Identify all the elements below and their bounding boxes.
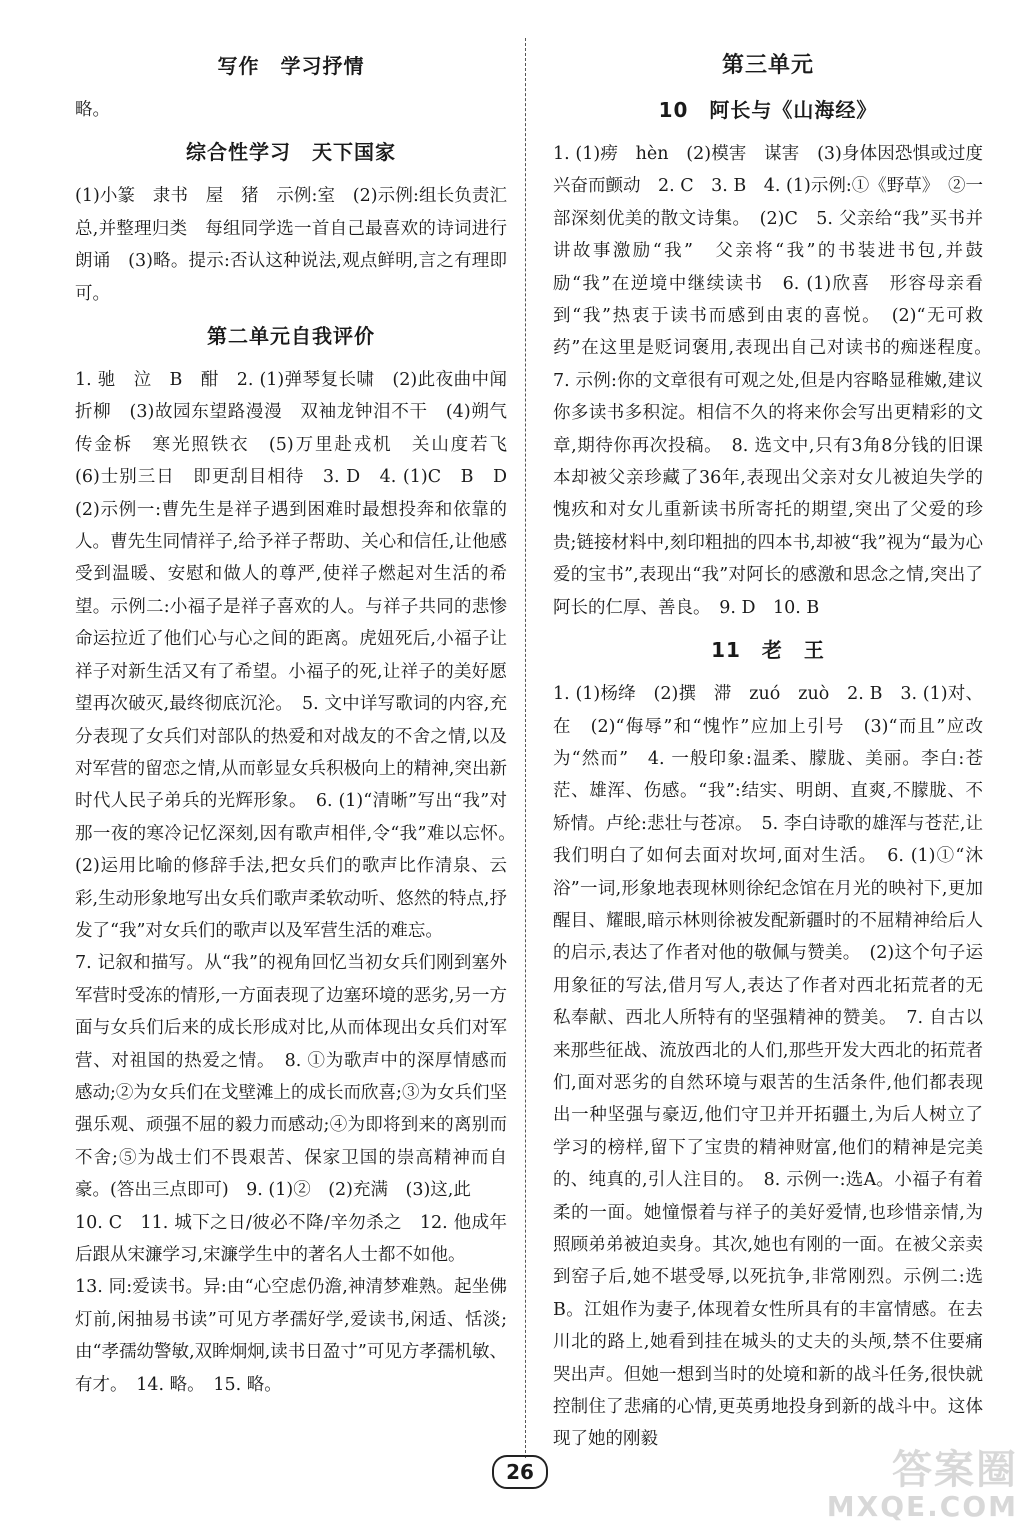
answer-paragraph: 1. (1)杨绛 (2)撰 滞 zuó zuò 2. B 3. (1)对、在 (2)“侮辱”和“愧怍”应加上引号 (3)“而且”应改为“然而” 4. 一般印象:温柔、朦胧、美丽。李白:苍茫、雄浑、伤感。“我”:结实、明朗、直爽,不朦胧、不矫情。卢纶:悲壮与苍凉。 5. 李白诗歌的雄浑与苍茫,让我们明白了如何去面对坎坷,面对生活。 6. (1)①“沐浴”一词,形象地表现林则徐纪念馆在月光的映衬下,更加醒目、耀眼,暗示林则徐被发配新疆时的不屈精神给后人的启示,表达了作者对他的敬佩与赞美。 (2)这个句子运用象征的写法,借月写人,表达了作者对西北拓荒者的无私奉献、西北人所特有的坚强精神的赞美。 7. 自古以来那些征战、流放西北的人们,那些开发大西北的拓荒者们,面对恶劣的自然环境与艰苦的生活条件,他们都表现出一种坚强与豪迈,他们守卫并开拓疆土,为后人树立了学习的榜样,留下了宝贵的精神财富,他们的精神是完美的、纯真的,引人注目的。 8. 示例一:选A。小福子有着柔的一面。她憧憬着与祥子的美好爱情,也珍惜亲情,为照顾弟弟被迫卖身。其次,她也有刚的一面。在被父亲卖到窑子后,她不堪受辱,以死抗争,非常刚烈。示例二:选B。江姐作为妻子,体现着女性所具有的丰富情感。在去川北的路上,她看到挂在城头的丈夫的头颅,禁不住要痛哭出声。但她一想到当时的处境和新的战斗任务,很快就控制住了悲痛的心情,更英勇地投身到新的战斗中。这体现了她的刚毅 — [553, 684, 983, 1450]
watermark — [827, 1448, 1018, 1522]
section-title-integrated-study: 综合性学习 天下国家 — [186, 140, 396, 165]
answer-paragraph: 略。 — [75, 100, 110, 120]
answer-paragraph: 1. 驰 泣 B 酣 2. (1)弹琴复长啸 (2)此夜曲中闻折柳 (3)故园东望路漫漫 双袖龙钟泪不干 (4)朔气传金柝 寒光照铁衣 (5)万里赴戎机 关山度若飞 (6)士别三日 即更刮目相待 3. D 4. (1)C B D (2)示例一:曹先生是祥子遇到困难时最想投奔和依靠的人。曹先生同情祥子,给予祥子帮助、关心和信任,让他感受到温暖、安慰和做人的尊严,使祥子燃起对生活的希望。示例二:小福子是祥子喜欢的人。与祥子共同的悲惨命运拉近了他们心与心之间的距离。虎妞死后,小福子让祥子对新生活又有了希望。小福子的死,让祥子的美好愿望再次破灭,最终彻底沉沦。 5. 文中详写歌词的内容,充分表现了女兵们对部队的热爱和对战友的不舍之情,以及对军营的留恋之情,从而彰显女兵积极向上的精神,突出新时代人民子弟兵的光辉形象。 6. (1)“清晰”写出“我”对那一夜的寒冷记忆深刻,因有歌声相伴,令“我”难以忘怀。 (2)运用比喻的修辞手法,把女兵们的歌声比作清泉、云彩,生动形象地写出女兵们歌声柔软动听、悠然的特点,抒发了“我”对女兵们的歌声以及军营生活的难忘。 — [75, 370, 525, 941]
watermark-text: 答案圈 — [892, 1447, 1018, 1493]
answer-paragraph: 1. (1)痨 hèn (2)模害 谋害 (3)身体因恐惧或过度兴奋而颤动 2. C 3. B 4. (1)示例:①《野草》 ②一部深刻优美的散文诗集。 (2)C 5. 父亲给“我”买书并讲故事激励“我” 父亲将“我”的书装进书包,并鼓励“我”在逆境中继续读书 6. (1)欣喜 形容母亲看到“我”热衷于读书而感到由衷的喜悦。 (2)“无可救药”在这里是贬词褒用,表现出自己对读书的痴迷程度。 7. 示例:你的文章很有可观之处,但是内容略显稚嫩,建议你多读书多积淀。相信不久的将来你会写出更精彩的文章,期待你再次投稿。 8. 选文中,只有3角8分钱的旧课本却被父亲珍藏了36年,表现出父亲对女儿被迫失学的愧疚和对女儿重新读书所寄托的期望,突出了父爱的珍贵;链接材料中,刻印粗拙的四本书,却被“我”视为“最为心爱的宝书”,表现出“我”对阿长的感激和思念之情,突出了阿长的仁厚、善良。 9. D 10. B — [553, 144, 1001, 618]
right-column — [553, 40, 1001, 1456]
answer-paragraph: 7. 记叙和描写。从“我”的视角回忆当初女兵们刚到塞外军营时受冻的情形,一方面表现了边塞环境的恶劣,另一方面与女兵们后来的成长形成对比,从而体现出女兵们对军营、对祖国的热爱之情。 8. ①为歌声中的深厚情感而感动;②为女兵们在戈壁滩上的成长而欣喜;③为女兵们坚强乐观、顽强不屈的毅力而感动;④为即将到来的离别而不舍;⑤为战士们不畏艰苦、保家卫国的崇高精神而自豪。(答出三点即可) 9. (1)② (2)充满 (3)这,此 — [75, 953, 507, 1201]
unit-title: 第三单元 — [721, 53, 814, 78]
lesson-title-10: 10 阿长与《山海经》 — [658, 98, 878, 122]
watermark-url: MXQE.COM — [826, 1490, 1018, 1523]
page-number: 26 — [492, 1455, 548, 1489]
answer-paragraph: 10. C 11. 城下之日/彼必不降/辛勿杀之 12. 他成年后跟从宋濂学习,宋濂学生中的著名人士都不如他。 — [75, 1212, 507, 1265]
section-title-unit2-self-evaluation: 第二单元自我评价 — [207, 324, 375, 349]
left-column — [75, 40, 525, 1401]
section-title-writing: 写作 学习抒情 — [217, 54, 365, 78]
column-divider — [525, 38, 526, 1458]
answer-paragraph: (1)小篆 隶书 屋 猪 示例:室 (2)示例:组长负责汇总,并整理归类 每组同学选一首自己最喜欢的诗词进行朗诵 (3)略。提示:否认这种说法,观点鲜明,言之有理即可。 — [75, 186, 507, 304]
answer-paragraph: 13. 同:爱读书。异:由“心空虑仍澹,神清梦难熟。起坐佛灯前,闲抽易书读”可见方孝孺好学,爱读书,闲适、恬淡;由“孝孺幼警敏,双眸炯炯,读书日盈寸”可见方孝孺机敏、有才。 14. 略。 15. 略。 — [75, 1277, 507, 1395]
lesson-title-11: 11 老 王 — [711, 638, 825, 663]
